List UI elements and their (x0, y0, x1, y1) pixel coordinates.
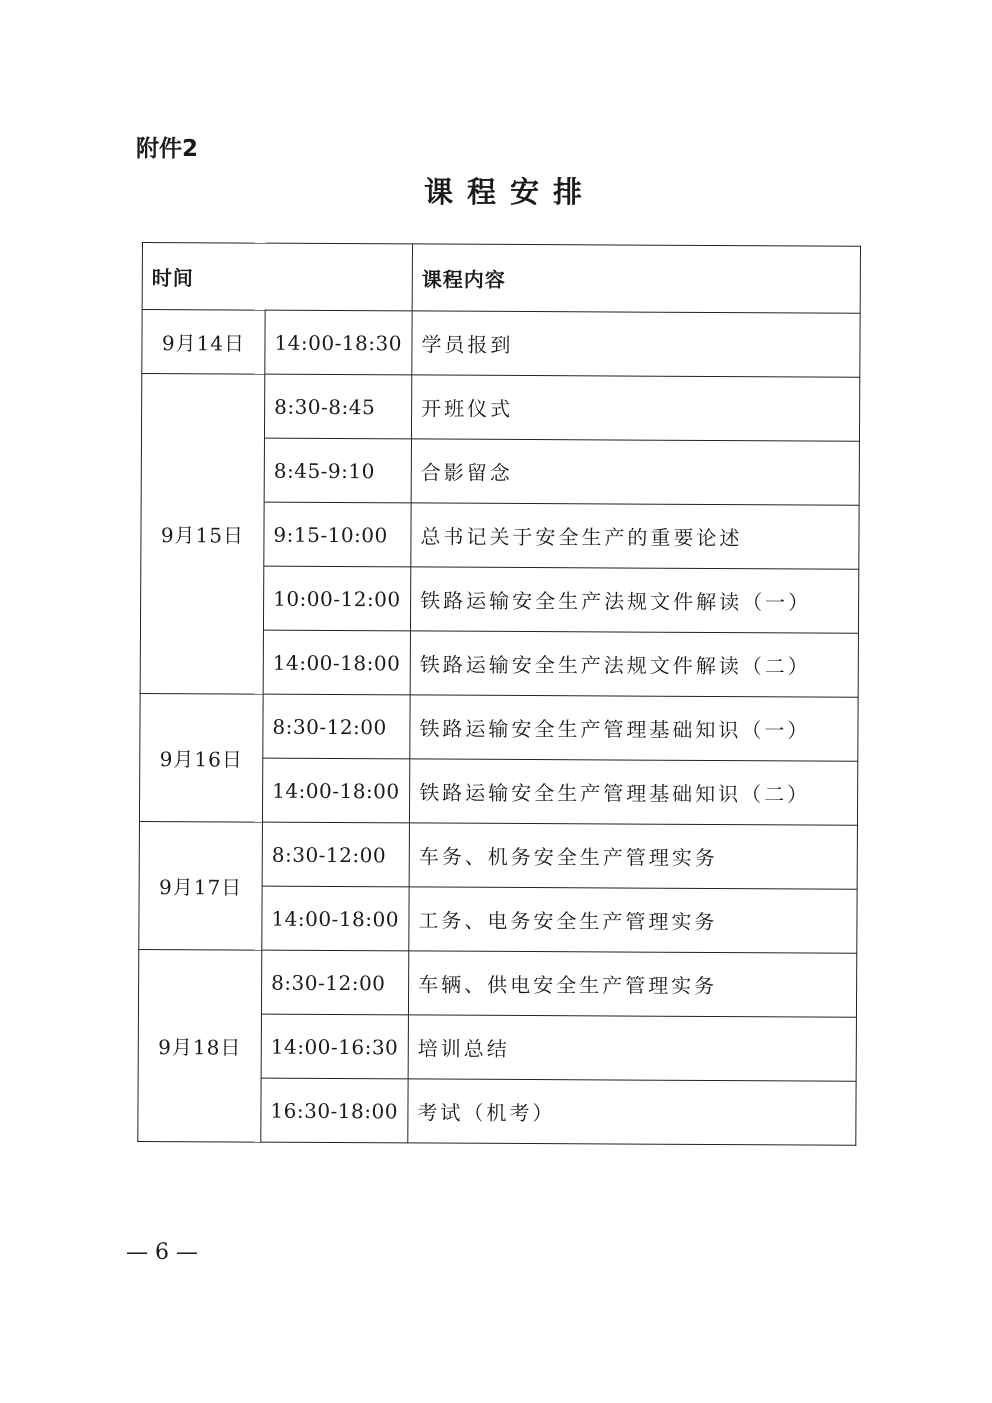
schedule-body (138, 243, 861, 1146)
time-cell: 14:00-18:00 (262, 758, 409, 823)
date-cell: 9月18日 (138, 949, 262, 1142)
table-row (138, 949, 856, 1017)
content-cell: 学员报到 (412, 311, 860, 377)
time-cell: 14:00-18:00 (263, 630, 410, 695)
time-cell: 14:00-18:00 (262, 886, 409, 951)
content-cell: 铁路运输安全生产管理基础知识（二） (409, 759, 857, 825)
table-row (140, 693, 858, 761)
time-cell: 8:45-9:10 (264, 438, 411, 503)
date-cell: 9月17日 (139, 821, 263, 950)
time-cell: 8:30-8:45 (264, 374, 411, 439)
page-title: 课程安排 (423, 175, 596, 209)
time-cell: 16:30-18:00 (261, 1078, 408, 1143)
table-row (139, 821, 857, 889)
time-cell: 8:30-12:00 (262, 822, 409, 887)
date-cell: 9月14日 (142, 310, 265, 375)
content-cell: 铁路运输安全生产管理基础知识（一） (410, 695, 858, 761)
time-cell: 8:30-12:00 (263, 694, 410, 759)
content-cell: 车务、机务安全生产管理实务 (409, 823, 857, 889)
attachment-label: 附件2 (136, 136, 199, 162)
time-cell: 10:00-12:00 (263, 566, 410, 631)
page-number: — 6 — (126, 1240, 198, 1265)
content-cell: 总书记关于安全生产的重要论述 (411, 503, 859, 569)
time-cell: 14:00-16:30 (261, 1014, 408, 1079)
content-cell: 铁路运输安全生产法规文件解读（二） (410, 631, 858, 697)
content-cell: 车辆、供电安全生产管理实务 (408, 951, 856, 1017)
date-cell: 9月16日 (139, 693, 263, 822)
time-cell: 14:00-18:30 (265, 310, 412, 375)
table-header-row (142, 243, 860, 314)
time-cell: 8:30-12:00 (261, 950, 408, 1015)
content-cell: 工务、电务安全生产管理实务 (409, 887, 857, 953)
time-cell: 9:15-10:00 (264, 502, 411, 567)
content-cell: 开班仪式 (411, 375, 859, 441)
date-cell: 9月15日 (140, 374, 265, 695)
content-cell: 铁路运输安全生产法规文件解读（一） (410, 567, 858, 633)
header-time: 时间 (142, 243, 412, 311)
table-row (142, 310, 860, 378)
header-content: 课程内容 (412, 244, 860, 313)
content-cell: 考试（机考） (408, 1079, 856, 1145)
schedule-table (137, 242, 861, 1146)
content-cell: 培训总结 (408, 1015, 856, 1081)
content-cell: 合影留念 (411, 439, 859, 505)
table-row (141, 374, 859, 442)
